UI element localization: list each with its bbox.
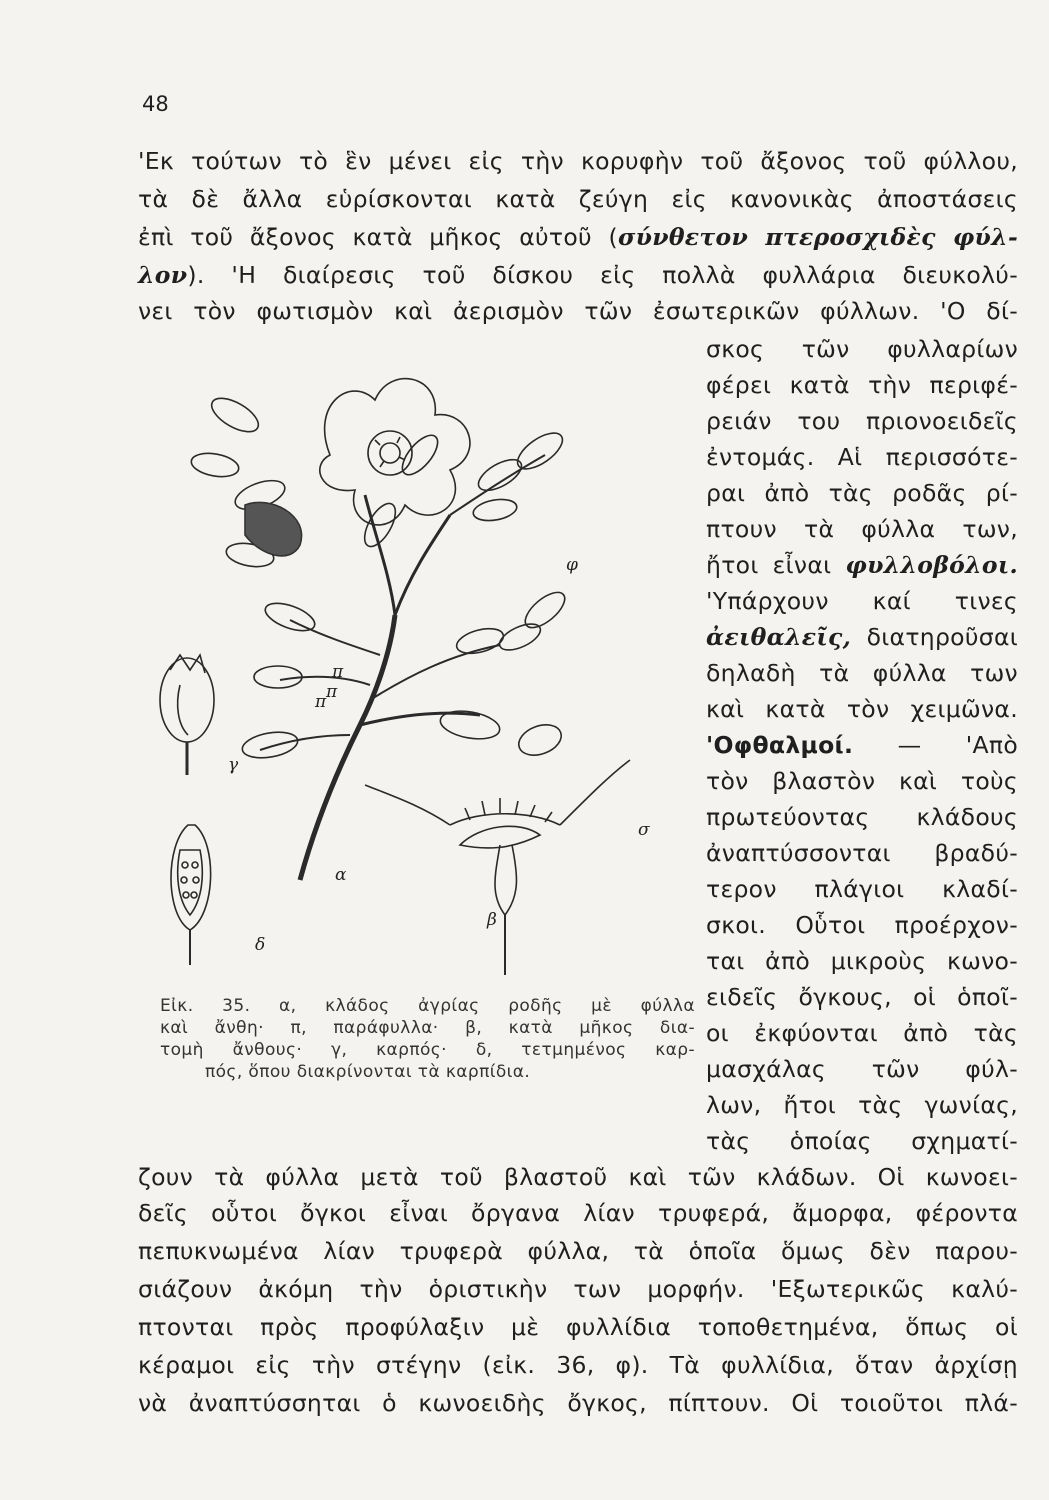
label-pi-2: π (326, 682, 338, 702)
text-line: ἐπὶ τοῦ ἄξονος κατὰ μῆκος αὐτοῦ (σύνθετον πτεροσχιδὲς φύλ- (138, 223, 1018, 251)
rose-hip-section-drawing (171, 825, 211, 965)
text-line: ρειάν του πριονοειδεῖς (706, 407, 1018, 435)
text-line: πεπυκνωμένα λίαν τρυφερὰ φύλλα, τὰ ὁποῖα ὅμως δὲν παρου- (138, 1237, 1018, 1265)
label-sigma: σ (638, 820, 650, 840)
text-line: ἤτοι εἶναι φυλλοβόλοι. (706, 551, 1018, 579)
label-pi-3: π (315, 692, 327, 712)
text-line: 'Υπάρχουν καί τινες (706, 587, 1018, 615)
text-line: καὶ κατὰ τὸν χειμῶνα. (706, 695, 1018, 723)
text-line: πτουν τὰ φύλλα των, (706, 515, 1018, 543)
rose-illustration (150, 355, 695, 985)
text-line: δηλαδὴ τὰ φύλλα των (706, 659, 1018, 687)
text-line: ἀναπτύσσονται βραδύ- (706, 839, 1018, 867)
caption-line: καὶ ἄνθη· π, παράφυλλα· β, κατὰ μῆκος δια- (160, 1018, 695, 1039)
label-pi-1: π (332, 662, 344, 682)
text-line: ειδεῖς ὄγκους, οἱ ὁποῖ- (706, 983, 1018, 1011)
section-heading-line: 'Οφθαλμοί. — 'Απὸ (706, 731, 1018, 759)
text-line: σκοι. Οὗτοι προέρχον- (706, 911, 1018, 939)
text-line: φέρει κατὰ τὴν περιφέ- (706, 371, 1018, 399)
text-line: νὰ ἀναπτύσσηται ὁ κωνοειδὴς ὄγκος, πίπτουν. Οἱ τοιοῦτοι πλά- (138, 1389, 1018, 1417)
label-phi: φ (566, 555, 578, 575)
page-number: 48 (142, 92, 169, 116)
label-beta: β (487, 910, 497, 930)
text-line: λον). 'Η διαίρεσις τοῦ δίσκου εἰς πολλὰ φυλλάρια διευκολύ- (138, 261, 1018, 289)
text-line: ζουν τὰ φύλλα μετὰ τοῦ βλαστοῦ καὶ τῶν κλάδων. Οἱ κωνοει- (138, 1163, 1018, 1191)
caption-line: Εἰκ. 35. α, κλάδος ἀγρίας ροδῆς μὲ φύλλα (160, 996, 695, 1016)
text-line: ἐντομάς. Αἱ περισσότε- (706, 443, 1018, 471)
text-line: λων, ἤτοι τὰς γωνίας, (706, 1091, 1018, 1119)
figure-caption (160, 995, 695, 1083)
text-line: τερον πλάγιοι κλαδί- (706, 875, 1018, 903)
text-line: πτονται πρὸς προφύλαξιν μὲ φυλλίδια τοποθετημένα, ὅπως οἱ (138, 1313, 1018, 1341)
text-line: ἀειθαλεῖς, διατηροῦσαι (706, 623, 1018, 651)
text-line: τὰς ὁποίας σχηματί- (706, 1127, 1018, 1155)
flower-section-drawing (365, 760, 630, 975)
text-line: τὸν βλαστὸν καὶ τοὺς (706, 767, 1018, 795)
text-line: ραι ἀπὸ τὰς ροδᾶς ρί- (706, 479, 1018, 507)
caption-line: τομὴ ἄνθους· γ, καρπός· δ, τετμημένος καρ- (160, 1040, 695, 1061)
text-line: σιάζουν ἀκόμη τὴν ὁριστικὴν των μορφήν. 'Εξωτερικῶς καλύ- (138, 1275, 1018, 1303)
text-line: ται ἀπὸ μικροὺς κωνο- (706, 947, 1018, 975)
text-line: δεῖς οὗτοι ὄγκοι εἶναι ὄργανα λίαν τρυφερά, ἄμορφα, φέροντα (138, 1199, 1018, 1227)
rose-branch-drawing (189, 379, 570, 880)
label-delta: δ (255, 935, 266, 955)
label-alpha: α (335, 865, 347, 885)
text-line: τὰ δὲ ἄλλα εὑρίσκονται κατὰ ζεύγη εἰς κανονικὰς ἀποστάσεις (138, 185, 1018, 213)
text-line: πρωτεύοντας κλάδους (706, 803, 1018, 831)
caption-line: πός, ὅπου διακρίνονται τὰ καρπίδια. (205, 1062, 531, 1083)
rose-hip-drawing (160, 655, 214, 775)
text-line: σκος τῶν φυλλαρίων (706, 335, 1018, 363)
text-line: νει τὸν φωτισμὸν καὶ ἀερισμὸν τῶν ἐσωτερικῶν φύλλων. 'Ο δί- (138, 297, 1018, 325)
text-line: οι ἐκφύονται ἀπὸ τὰς (706, 1019, 1018, 1047)
label-gamma: γ (228, 755, 239, 775)
text-line: μασχάλας τῶν φύλ- (706, 1055, 1018, 1083)
text-line: 'Εκ τούτων τὸ ἓν μένει εἰς τὴν κορυφὴν τοῦ ἄξονος τοῦ φύλλου, (138, 147, 1018, 175)
text-line: κέραμοι εἰς τὴν στέγην (εἰκ. 36, φ). Τὰ φυλλίδια, ὅταν ἀρχίσῃ (138, 1351, 1018, 1379)
